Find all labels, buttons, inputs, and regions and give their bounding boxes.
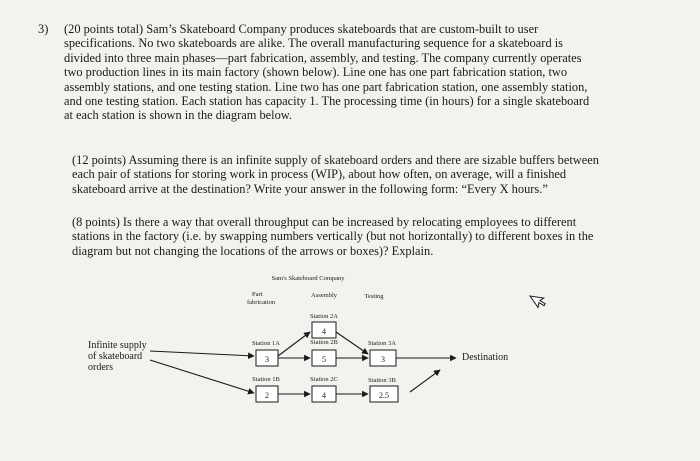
pointer-cursor-icon [530,290,547,309]
station-1b-label: Station 1B [252,376,280,383]
header-part-fabrication: Part fabrication [247,291,276,306]
destination-label: Destination [462,352,509,363]
station-2c-time: 4 [322,391,326,400]
station-2c-label: Station 2C [310,376,338,383]
station-1a-label: Station 1A [252,340,280,347]
arrow-source-to-1a [150,351,254,356]
question-part-b: (8 points) Is there a way that overall throughput can be increased by relocating employees to different stations in the factory (i.e. by swapping numbers vertically (but not horizontally) to different boxes in the diagram but not changing the locations of the arrows or boxes)? Explain. [72,215,594,258]
station-2a-label: Station 2A [310,313,338,320]
station-3b-time: 2.5 [379,391,389,400]
header-testing: Testing [364,293,384,300]
station-3b-label: Station 3B [368,377,396,384]
station-1a-time: 3 [265,355,269,364]
arrow-3b-to-destination [410,370,440,392]
source-label: Infinite supply of skateboard orders [88,340,147,373]
diagram-title: Sam's Skateboard Company [271,275,345,282]
station-1b-time: 2 [265,391,269,400]
arrow-1a-to-2a [278,332,310,356]
station-3a-time: 3 [381,355,385,364]
station-2a-time: 4 [322,327,326,336]
station-3a-label: Station 3A [368,340,396,347]
question-number: 3) [38,22,49,36]
arrow-source-to-1b [150,360,254,393]
flow-arrows [150,332,456,394]
station-2b-time: 5 [322,355,326,364]
question-part-a: (12 points) Assuming there is an infinite supply of skateboard orders and there are sizable buffers between each pair of stations for storing work in process (WIP), about how often, on average, will a finished skateboard arrive at the destination? Write your answer in the following form: “Every X hours.” [72,153,599,196]
question-intro: (20 points total) Sam’s Skateboard Company produces skateboards that are custom-built to user specifications. No two skateboards are alike. The overall manufacturing sequence for a skateboard is divided into three main phases—part fabrication, assembly, and testing. The company currently operates two production lines in its main factory (shown below). Line one has one part fabrication station, two assembly stations, and one testing station. Line two has one part fabrication station, one assembly station, and one testing station. Each station has capacity 1. The processing time (in hours) for a single skateboard at each station is shown in the diagram below. [64,22,590,123]
arrow-2a-to-3a [336,332,368,354]
header-assembly: Assembly [311,292,337,299]
station-2b-label: Station 2B [310,339,338,346]
